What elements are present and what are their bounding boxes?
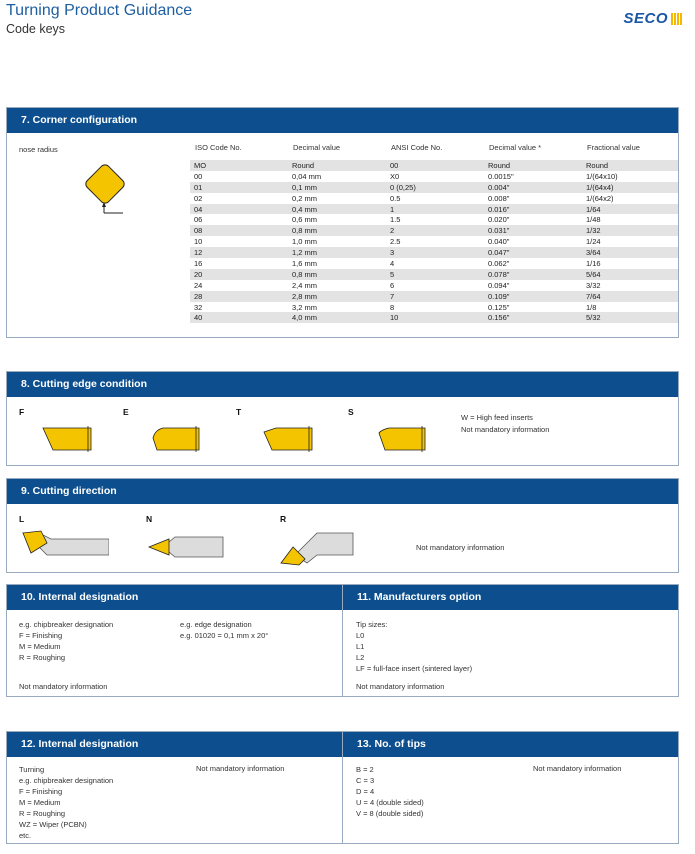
direction-letter-l: L bbox=[19, 514, 25, 524]
table-cell: 0,8 mm bbox=[288, 225, 386, 236]
table-cell: 0,8 mm bbox=[288, 269, 386, 280]
section-title: 9. Cutting direction bbox=[7, 479, 678, 504]
manufacturer11-note: Not mandatory information bbox=[356, 682, 445, 691]
table-cell: 1 bbox=[386, 204, 484, 215]
section-title: 7. Corner configuration bbox=[7, 108, 678, 133]
table-cell: 7/64 bbox=[582, 291, 678, 302]
internal12-list bbox=[19, 764, 113, 841]
manufacturer11-list bbox=[356, 619, 472, 674]
table-cell: Round bbox=[288, 160, 386, 171]
table-cell: 3/64 bbox=[582, 247, 678, 258]
table-row bbox=[190, 280, 678, 291]
edge-letter-e: E bbox=[123, 407, 129, 417]
table-cell: 0.156" bbox=[484, 312, 582, 323]
section-divider bbox=[342, 585, 343, 696]
table-cell: Round bbox=[484, 160, 582, 171]
table-row bbox=[190, 312, 678, 323]
table-cell: 2 bbox=[386, 225, 484, 236]
header-iso-code: ISO Code No. bbox=[195, 143, 242, 152]
table-row bbox=[190, 269, 678, 280]
table-row bbox=[190, 204, 678, 215]
logo-text: SECO bbox=[623, 10, 668, 27]
table-cell: MO bbox=[190, 160, 288, 171]
table-row bbox=[190, 171, 678, 182]
table-cell: 01 bbox=[190, 182, 288, 193]
table-cell: Round bbox=[582, 160, 678, 171]
list-item: Tip sizes: bbox=[356, 620, 388, 629]
internal-designation-12-section bbox=[6, 731, 679, 844]
table-cell: 1/24 bbox=[586, 237, 601, 247]
direction-letter-n: N bbox=[146, 514, 153, 524]
table-cell: 0,2 mm bbox=[292, 193, 318, 203]
table-row bbox=[190, 236, 678, 247]
table-cell: 0.031" bbox=[484, 225, 582, 236]
table-cell: 1,6 mm bbox=[292, 258, 318, 268]
section-title: 10. Internal designation bbox=[7, 585, 342, 610]
list-item: L1 bbox=[356, 642, 365, 651]
list-item: B = 2 bbox=[356, 765, 374, 774]
rounded-square-insert-icon bbox=[77, 156, 137, 216]
table-cell: 0,1 mm bbox=[288, 182, 386, 193]
header-ansi-code: ANSI Code No. bbox=[391, 143, 443, 152]
edge-letter-s: S bbox=[348, 407, 354, 417]
section-title-11: 11. Manufacturers option bbox=[343, 585, 678, 610]
list-item: e.g. chipbreaker designation bbox=[19, 776, 114, 785]
list-item: M = Medium bbox=[19, 642, 61, 651]
edge-rounded-icon bbox=[149, 424, 201, 454]
table-row bbox=[190, 247, 678, 258]
table-cell: 5/64 bbox=[582, 269, 678, 280]
table-cell: 1,0 mm bbox=[292, 237, 318, 247]
table-cell: 3,2 mm bbox=[292, 302, 318, 312]
table-cell: 2,8 mm bbox=[288, 291, 386, 302]
table-cell: 0.004" bbox=[484, 182, 582, 193]
list-item: F = Finishing bbox=[19, 631, 63, 640]
direction-letter-r: R bbox=[280, 514, 287, 524]
list-item: L0 bbox=[356, 631, 365, 640]
table-cell: 28 bbox=[190, 291, 288, 302]
table-cell: 0.047" bbox=[484, 247, 582, 258]
table-cell: 0.0015" bbox=[488, 171, 514, 181]
table-row bbox=[190, 214, 678, 225]
table-cell: 1/(64x4) bbox=[582, 182, 678, 193]
corner-code-table bbox=[190, 160, 678, 323]
table-row bbox=[190, 160, 678, 171]
list-item: R = Roughing bbox=[19, 809, 66, 818]
table-row bbox=[190, 225, 678, 236]
table-cell: 1/16 bbox=[586, 258, 601, 268]
internal10-note: Not mandatory information bbox=[19, 682, 108, 691]
table-cell: 4 bbox=[390, 258, 395, 268]
tips13-list bbox=[356, 764, 424, 819]
list-item: D = 4 bbox=[356, 787, 375, 796]
list-item: e.g. edge designation bbox=[180, 620, 252, 629]
table-cell: 5/32 bbox=[582, 312, 678, 323]
right-hand-tool-icon bbox=[277, 525, 357, 569]
table-cell: 0,04 mm bbox=[292, 171, 322, 181]
edge-letter-t: T bbox=[236, 407, 242, 417]
table-cell: 2.5 bbox=[390, 237, 401, 247]
table-cell: 0,4 mm bbox=[288, 204, 386, 215]
edge-chamfered-rounded-icon bbox=[375, 424, 427, 454]
page-title: Turning Product Guidance bbox=[6, 2, 193, 19]
cutting-edge-condition-section bbox=[6, 371, 679, 466]
table-cell: 2,4 mm bbox=[292, 280, 318, 290]
section-title-13: 13. No. of tips bbox=[343, 732, 678, 757]
list-item: Turning bbox=[19, 765, 45, 774]
table-row bbox=[190, 258, 678, 269]
table-cell: 5 bbox=[386, 269, 484, 280]
table-cell: 0.078" bbox=[484, 269, 582, 280]
table-cell: 3/32 bbox=[586, 280, 601, 290]
table-cell: 1/(64x10) bbox=[586, 171, 618, 181]
tips13-note: Not mandatory information bbox=[533, 764, 622, 773]
edge-note-high-feed: W = High feed inserts bbox=[461, 413, 533, 422]
header-decimal-value-inch: Decimal value * bbox=[489, 143, 542, 152]
edge-letter-f: F bbox=[19, 407, 25, 417]
table-cell: 32 bbox=[194, 302, 203, 312]
table-cell: 1/8 bbox=[586, 302, 597, 312]
table-cell: 20 bbox=[190, 269, 288, 280]
table-cell: 0.016" bbox=[484, 204, 582, 215]
cutting-direction-section bbox=[6, 478, 679, 573]
table-cell: 12 bbox=[190, 247, 288, 258]
list-item: L2 bbox=[356, 653, 365, 662]
list-item: U = 4 (double sided) bbox=[356, 798, 424, 807]
table-cell: 08 bbox=[190, 225, 288, 236]
list-item: WZ = Wiper (PCBN) bbox=[19, 820, 87, 829]
section-divider bbox=[342, 732, 343, 843]
list-item: e.g. chipbreaker designation bbox=[19, 620, 114, 629]
nose-radius-label: nose radius bbox=[19, 145, 58, 154]
table-cell: 0.109" bbox=[484, 291, 582, 302]
internal12-note: Not mandatory information bbox=[196, 764, 285, 773]
table-cell: 10 bbox=[194, 237, 203, 247]
table-cell: 40 bbox=[190, 312, 288, 323]
section-title: 12. Internal designation bbox=[7, 732, 342, 757]
table-cell: 02 bbox=[194, 193, 203, 203]
table-cell: 00 bbox=[386, 160, 484, 171]
table-row bbox=[190, 302, 678, 313]
table-cell: 1.5 bbox=[390, 215, 401, 225]
table-cell: 0.020" bbox=[488, 215, 510, 225]
table-cell: 0.008" bbox=[488, 193, 510, 203]
table-cell: 8 bbox=[390, 302, 395, 312]
list-item: C = 3 bbox=[356, 776, 375, 785]
table-cell: 24 bbox=[194, 280, 203, 290]
list-item: LF = full-face insert (sintered layer) bbox=[356, 664, 473, 673]
table-cell: 10 bbox=[386, 312, 484, 323]
table-cell: 0.5 bbox=[390, 193, 401, 203]
table-row bbox=[190, 291, 678, 302]
table-cell: 4,0 mm bbox=[288, 312, 386, 323]
table-row bbox=[190, 182, 678, 193]
internal10-edge-list bbox=[180, 619, 268, 641]
list-item: etc. bbox=[19, 831, 32, 840]
table-cell: 16 bbox=[194, 258, 203, 268]
list-item: F = Finishing bbox=[19, 787, 63, 796]
table-cell: 00 bbox=[194, 171, 203, 181]
table-cell: 06 bbox=[194, 215, 203, 225]
left-hand-tool-icon bbox=[17, 527, 109, 569]
list-item: e.g. 01020 = 0,1 mm x 20° bbox=[180, 631, 269, 640]
header-decimal-value: Decimal value bbox=[293, 143, 341, 152]
edge-chamfered-icon bbox=[262, 424, 314, 454]
internal10-list bbox=[19, 619, 113, 663]
section-title: 8. Cutting edge condition bbox=[7, 372, 678, 397]
table-cell: 0.040" bbox=[488, 237, 510, 247]
table-cell: 1/32 bbox=[582, 225, 678, 236]
edge-sharp-icon bbox=[41, 424, 93, 454]
page-subtitle: Code keys bbox=[6, 22, 66, 36]
table-cell: 0 (0,25) bbox=[386, 182, 484, 193]
list-item: V = 8 (double sided) bbox=[356, 809, 424, 818]
table-cell: 1,2 mm bbox=[288, 247, 386, 258]
table-cell: 1/64 bbox=[582, 204, 678, 215]
header-fractional-value: Fractional value bbox=[587, 143, 640, 152]
table-cell: 1/48 bbox=[586, 215, 601, 225]
list-item: R = Roughing bbox=[19, 653, 66, 662]
table-cell: 1/(64x2) bbox=[586, 193, 614, 203]
direction-note: Not mandatory information bbox=[416, 543, 505, 552]
neutral-tool-icon bbox=[145, 529, 225, 565]
list-item: M = Medium bbox=[19, 798, 61, 807]
table-cell: 0.094" bbox=[488, 280, 510, 290]
table-row bbox=[190, 193, 678, 204]
table-cell: 0,6 mm bbox=[292, 215, 318, 225]
edge-note-not-mandatory: Not mandatory information bbox=[461, 425, 550, 434]
table-cell: 0.062" bbox=[488, 258, 510, 268]
internal-designation-10-section bbox=[6, 584, 679, 697]
table-cell: X0 bbox=[390, 171, 400, 181]
seco-logo bbox=[623, 10, 683, 27]
table-cell: 0.125" bbox=[488, 302, 510, 312]
table-cell: 04 bbox=[190, 204, 288, 215]
logo-bars-icon bbox=[671, 13, 683, 25]
table-cell: 6 bbox=[390, 280, 395, 290]
table-cell: 3 bbox=[386, 247, 484, 258]
table-cell: 7 bbox=[386, 291, 484, 302]
